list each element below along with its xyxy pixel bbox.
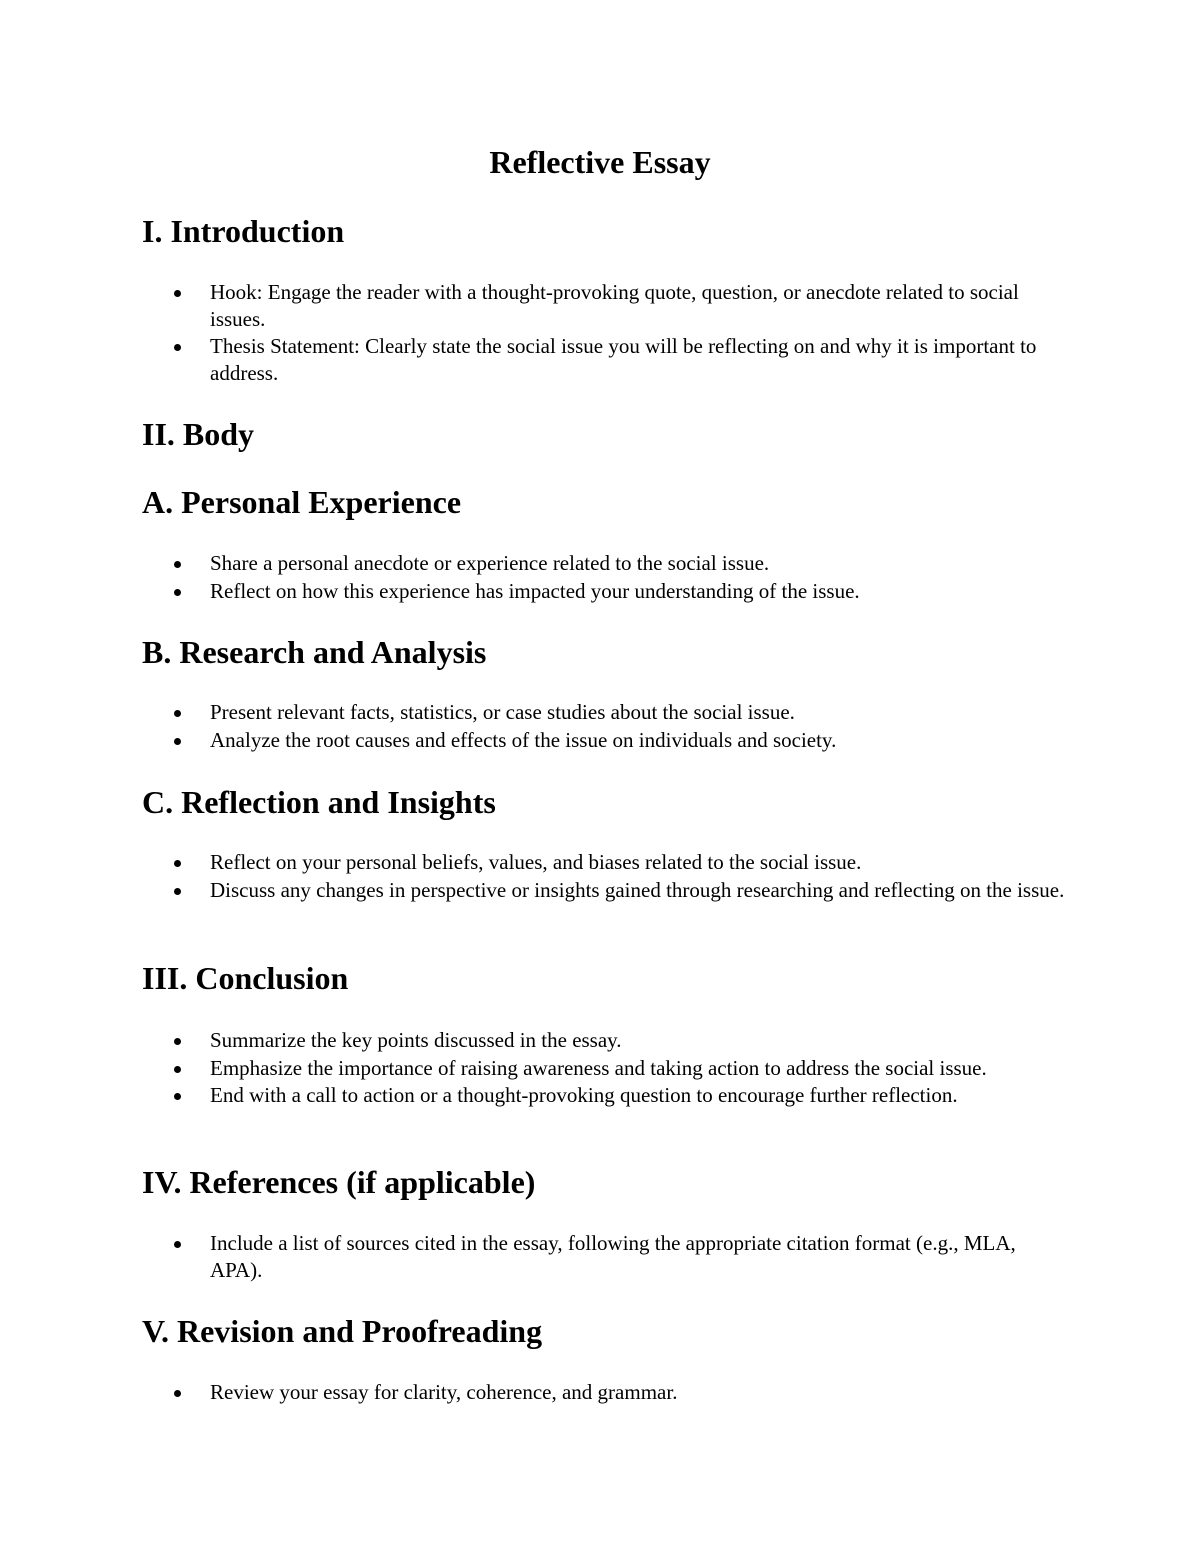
list-item-text: Share a personal anecdote or experience related to the social issue. [210, 551, 770, 575]
list-item [142, 1082, 1072, 1109]
list-item-text: Analyze the root causes and effects of the issue on individuals and society. [210, 727, 837, 752]
bullet-icon [174, 860, 181, 867]
list-item [142, 333, 1072, 386]
reflection-insights-list [142, 849, 1072, 904]
bullet-icon [174, 561, 181, 568]
list-item [142, 877, 1072, 904]
section-heading-body: II. Body [142, 416, 255, 452]
bullet-icon [174, 1038, 181, 1045]
revision-proofreading-list [142, 1379, 1072, 1407]
section-heading-references: IV. References (if applicable) [142, 1164, 536, 1200]
list-item [142, 849, 1072, 876]
introduction-list [142, 279, 1072, 387]
list-item [142, 578, 1072, 605]
list-item [142, 1027, 1072, 1054]
bullet-icon [174, 1241, 181, 1248]
bullet-icon [174, 1066, 181, 1073]
bullet-icon [174, 290, 181, 297]
list-item-text: Reflect on how this experience has impacted your understanding of the issue. [210, 578, 860, 603]
list-item-text: Hook: Engage the reader with a thought-provoking quote, question, or anecdote related to social issues. [210, 280, 1019, 331]
list-item-text: Present relevant facts, statistics, or case studies about the social issue. [210, 700, 795, 724]
bullet-icon [174, 1390, 181, 1397]
bullet-icon [174, 738, 181, 745]
list-item-text: Emphasize the importance of raising awareness and taking action to address the social issue. [210, 1055, 987, 1080]
references-list [142, 1230, 1072, 1284]
list-item-text: Summarize the key points discussed in the essay. [210, 1028, 622, 1052]
section-heading-reflection-insights: C. Reflection and Insights [142, 784, 496, 820]
section-heading-personal-experience: A. Personal Experience [142, 484, 462, 520]
list-item-text: Discuss any changes in perspective or insights gained through researching and reflecting on the issue. [210, 877, 1065, 902]
document-title: Reflective Essay [489, 144, 711, 180]
personal-experience-list [142, 550, 1072, 605]
list-item-text: End with a call to action or a thought-provoking question to encourage further reflection. [210, 1083, 958, 1107]
list-item [142, 727, 1072, 754]
bullet-icon [174, 1093, 181, 1100]
section-heading-revision-proofreading: V. Revision and Proofreading [142, 1313, 543, 1349]
bullet-icon [174, 710, 181, 717]
research-analysis-list [142, 699, 1072, 754]
list-item-text: Review your essay for clarity, coherence, and grammar. [210, 1380, 678, 1404]
bullet-icon [174, 888, 181, 895]
bullet-icon [174, 344, 181, 351]
list-item-text: Reflect on your personal beliefs, values, and biases related to the social issue. [210, 850, 862, 874]
bullet-icon [174, 589, 181, 596]
list-item [142, 550, 1072, 577]
conclusion-list [142, 1027, 1072, 1110]
list-item [142, 279, 1072, 332]
list-item [142, 699, 1072, 726]
section-heading-introduction: I. Introduction [142, 213, 345, 249]
list-item [142, 1230, 1072, 1283]
list-item [142, 1055, 1072, 1082]
list-item-text: Thesis Statement: Clearly state the social issue you will be reflecting on and why it is important to address. [210, 334, 1037, 385]
list-item-text: Include a list of sources cited in the essay, following the appropriate citation format (e.g., MLA, APA). [210, 1231, 1016, 1282]
section-heading-conclusion: III. Conclusion [142, 960, 349, 996]
list-item [142, 1379, 1072, 1406]
section-heading-research-analysis: B. Research and Analysis [142, 634, 487, 670]
